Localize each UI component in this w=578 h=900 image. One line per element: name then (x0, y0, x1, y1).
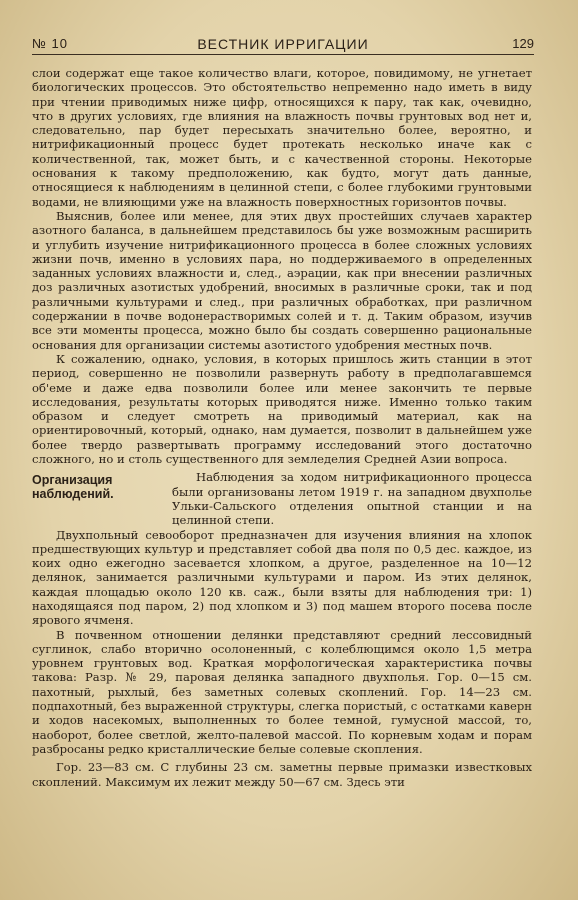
paragraph-1: слои содержат еще такое количество влаги, которое, повидимому, не угнетает биологических процессов. Это обстоятельство непременно надо иметь в виду при чтении приводимых ниже цифр, относящихся к пару, так как, очевидно, что в других условиях, где влияния на влажность почвы грунтовых вод нет и, следовательно, пар будет пересыхать значительно более, вероятно, и нитрификационный процесс будет протекать несколько иначе как с количественной, так, может быть, и с качественной стороны. Некоторые основания к такому предположению, как будто, могут дать данные, относящиеся к наблюдениям в целинной степи, с более глубокими грунтовыми водами, не влияющими уже на влажность поверхностных горизонтов почвы. (32, 66, 532, 209)
paragraph-4: Наблюдения за ходом нитрификационного процесса были организованы летом 1919 г. на западном двухполье Ульки-Сальского отделения опытной станции и на целинной степи. (172, 470, 532, 528)
paragraph-3: К сожалению, однако, условия, в которых пришлось жить станции в этот период, совершенно не позволили развернуть работу в предполагавшемся об'еме и даже едва позволили более или менее закончить те первые исследования, результаты которых приводятся ниже. Именно только таким образом и следует смотреть на приводимый материал, как на ориентировочный, который, однако, нам думается, позволит в дальнейшем уже более твердо развертывать программу исследований этого достаточно сложного, но и столь существенного для земледелия Средней Азии вопроса. (32, 351, 532, 467)
journal-title: ВЕСТНИК ИРРИГАЦИИ (197, 36, 369, 52)
paragraph-5: Двухпольный севооборот предназначен для изучения влияния на хлопок предшествующих культур и представляет собой два поля по 0,5 дес. каждое, из коих одно ежегодно засевается хлопком, а другое, разделенное на 10—12 делянок, занимается различными культурами и паром. Из этих делянок, каждая площадью около 120 кв. саж., были взяты для наблюдения три: 1) находящаяся под паром, 2) под хлопком и 3) под машем второго посева после ярового ячменя. (32, 527, 532, 628)
paragraph-6: В почвенном отношении делянки представляют средний лессовидный суглинок, слабо вторично осолоненный, с колеблющимся около 1,5 метра уровнем грунтовых вод. Краткая морфологическая характеристика почвы такова: Разр. № 29, паровая делянка западного двухполья. Гор. 0—15 см. пахотный, рыхлый, без заметных солевых скоплений. Гор. 14—23 см. подпахотный, без выраженной структуры, слегка пористый, с остатками каверн и ходов насекомых, выполненных то более темной, гумусной массой, то, наоборот, более светлой, желто-палевой массой. По корневым ходам и порам разбросаны редко кристаллические белые солевые скопления. (32, 627, 532, 756)
section-heading: Организация наблюдений. (32, 473, 114, 502)
article-body (32, 66, 532, 789)
paragraph-2: Выяснив, более или менее, для этих двух простейших случаев характер азотного баланса, в дальнейшем представилось бы уже возможным расширить и углубить изучение нитрификационного процесса в более сложных условиях жизни почв, именно в условиях пара, но поддерживаемого в определенных заданных условиях влажности и, след., аэрации, как при внесении различных доз различных азотистых удобрений, вносимых в различные сроки, так и под различными культурами и след., при различных обработках, при различном содержании в почве водонерастворимых солей и т. д. Таким образом, изучив все эти моменты процесса, можно было бы создать совершенно рациональные основания для организации системы азотистого удобрения местных почв. (32, 208, 532, 352)
page-header (32, 36, 534, 55)
paragraph-7: Гор. 23—83 см. С глубины 23 см. заметны первые примазки известковых скоплений. Максимум их лежит между 50—67 см. Здесь эти (32, 760, 532, 789)
page-number: 129 (512, 36, 534, 51)
section-organization (32, 470, 532, 527)
issue-number: № 10 (32, 36, 69, 51)
